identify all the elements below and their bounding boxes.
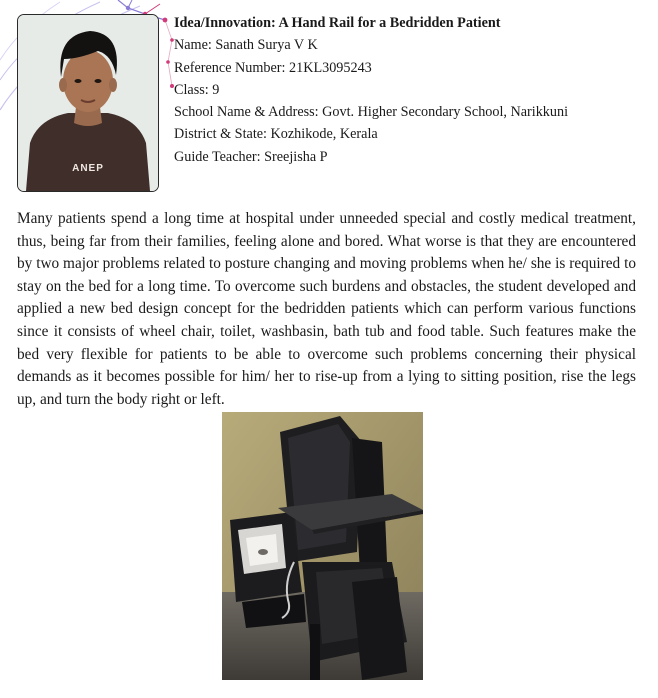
project-title: Idea/Innovation: A Hand Rail for a Bedridden Patient <box>174 15 501 31</box>
project-description: Many patients spend a long time at hospital under unneeded special and costly medical treatment, thus, being far from their families, feeling alone and bored. What worse is that they are encountered by two major problems related to posture changing and moving problems when he/ she is required to stay on the bed for a long time. To overcome such burdens and obstacles, the student developed and applied a new bed design concept for the bedridden patients which can perform various functions since it consists of wheel chair, toilet, washbasin, bath tub and food table. Such features make the bed very flexible for patients to be able to overcome such problems concerning their physical demands as it becomes possible for him/ her to rise-up from a lying to sitting position, rise the legs up, and turn the body right or left. <box>17 210 636 408</box>
student-name: Name: Sanath Surya V K <box>174 37 318 54</box>
class-info: Class: 9 <box>174 81 220 98</box>
shirt-logo-text: ANEP <box>72 163 104 174</box>
student-photo <box>17 14 159 192</box>
school-info: School Name & Address: Govt. Higher Secondary School, Narikkuni <box>174 104 569 121</box>
product-photo <box>222 412 423 680</box>
guide-teacher: Guide Teacher: Sreejisha P <box>174 148 328 165</box>
district-info: District & State: Kozhikode, Kerala <box>174 126 378 143</box>
reference-number: Reference Number: 21KL3095243 <box>174 59 372 76</box>
profile-details <box>174 12 568 168</box>
